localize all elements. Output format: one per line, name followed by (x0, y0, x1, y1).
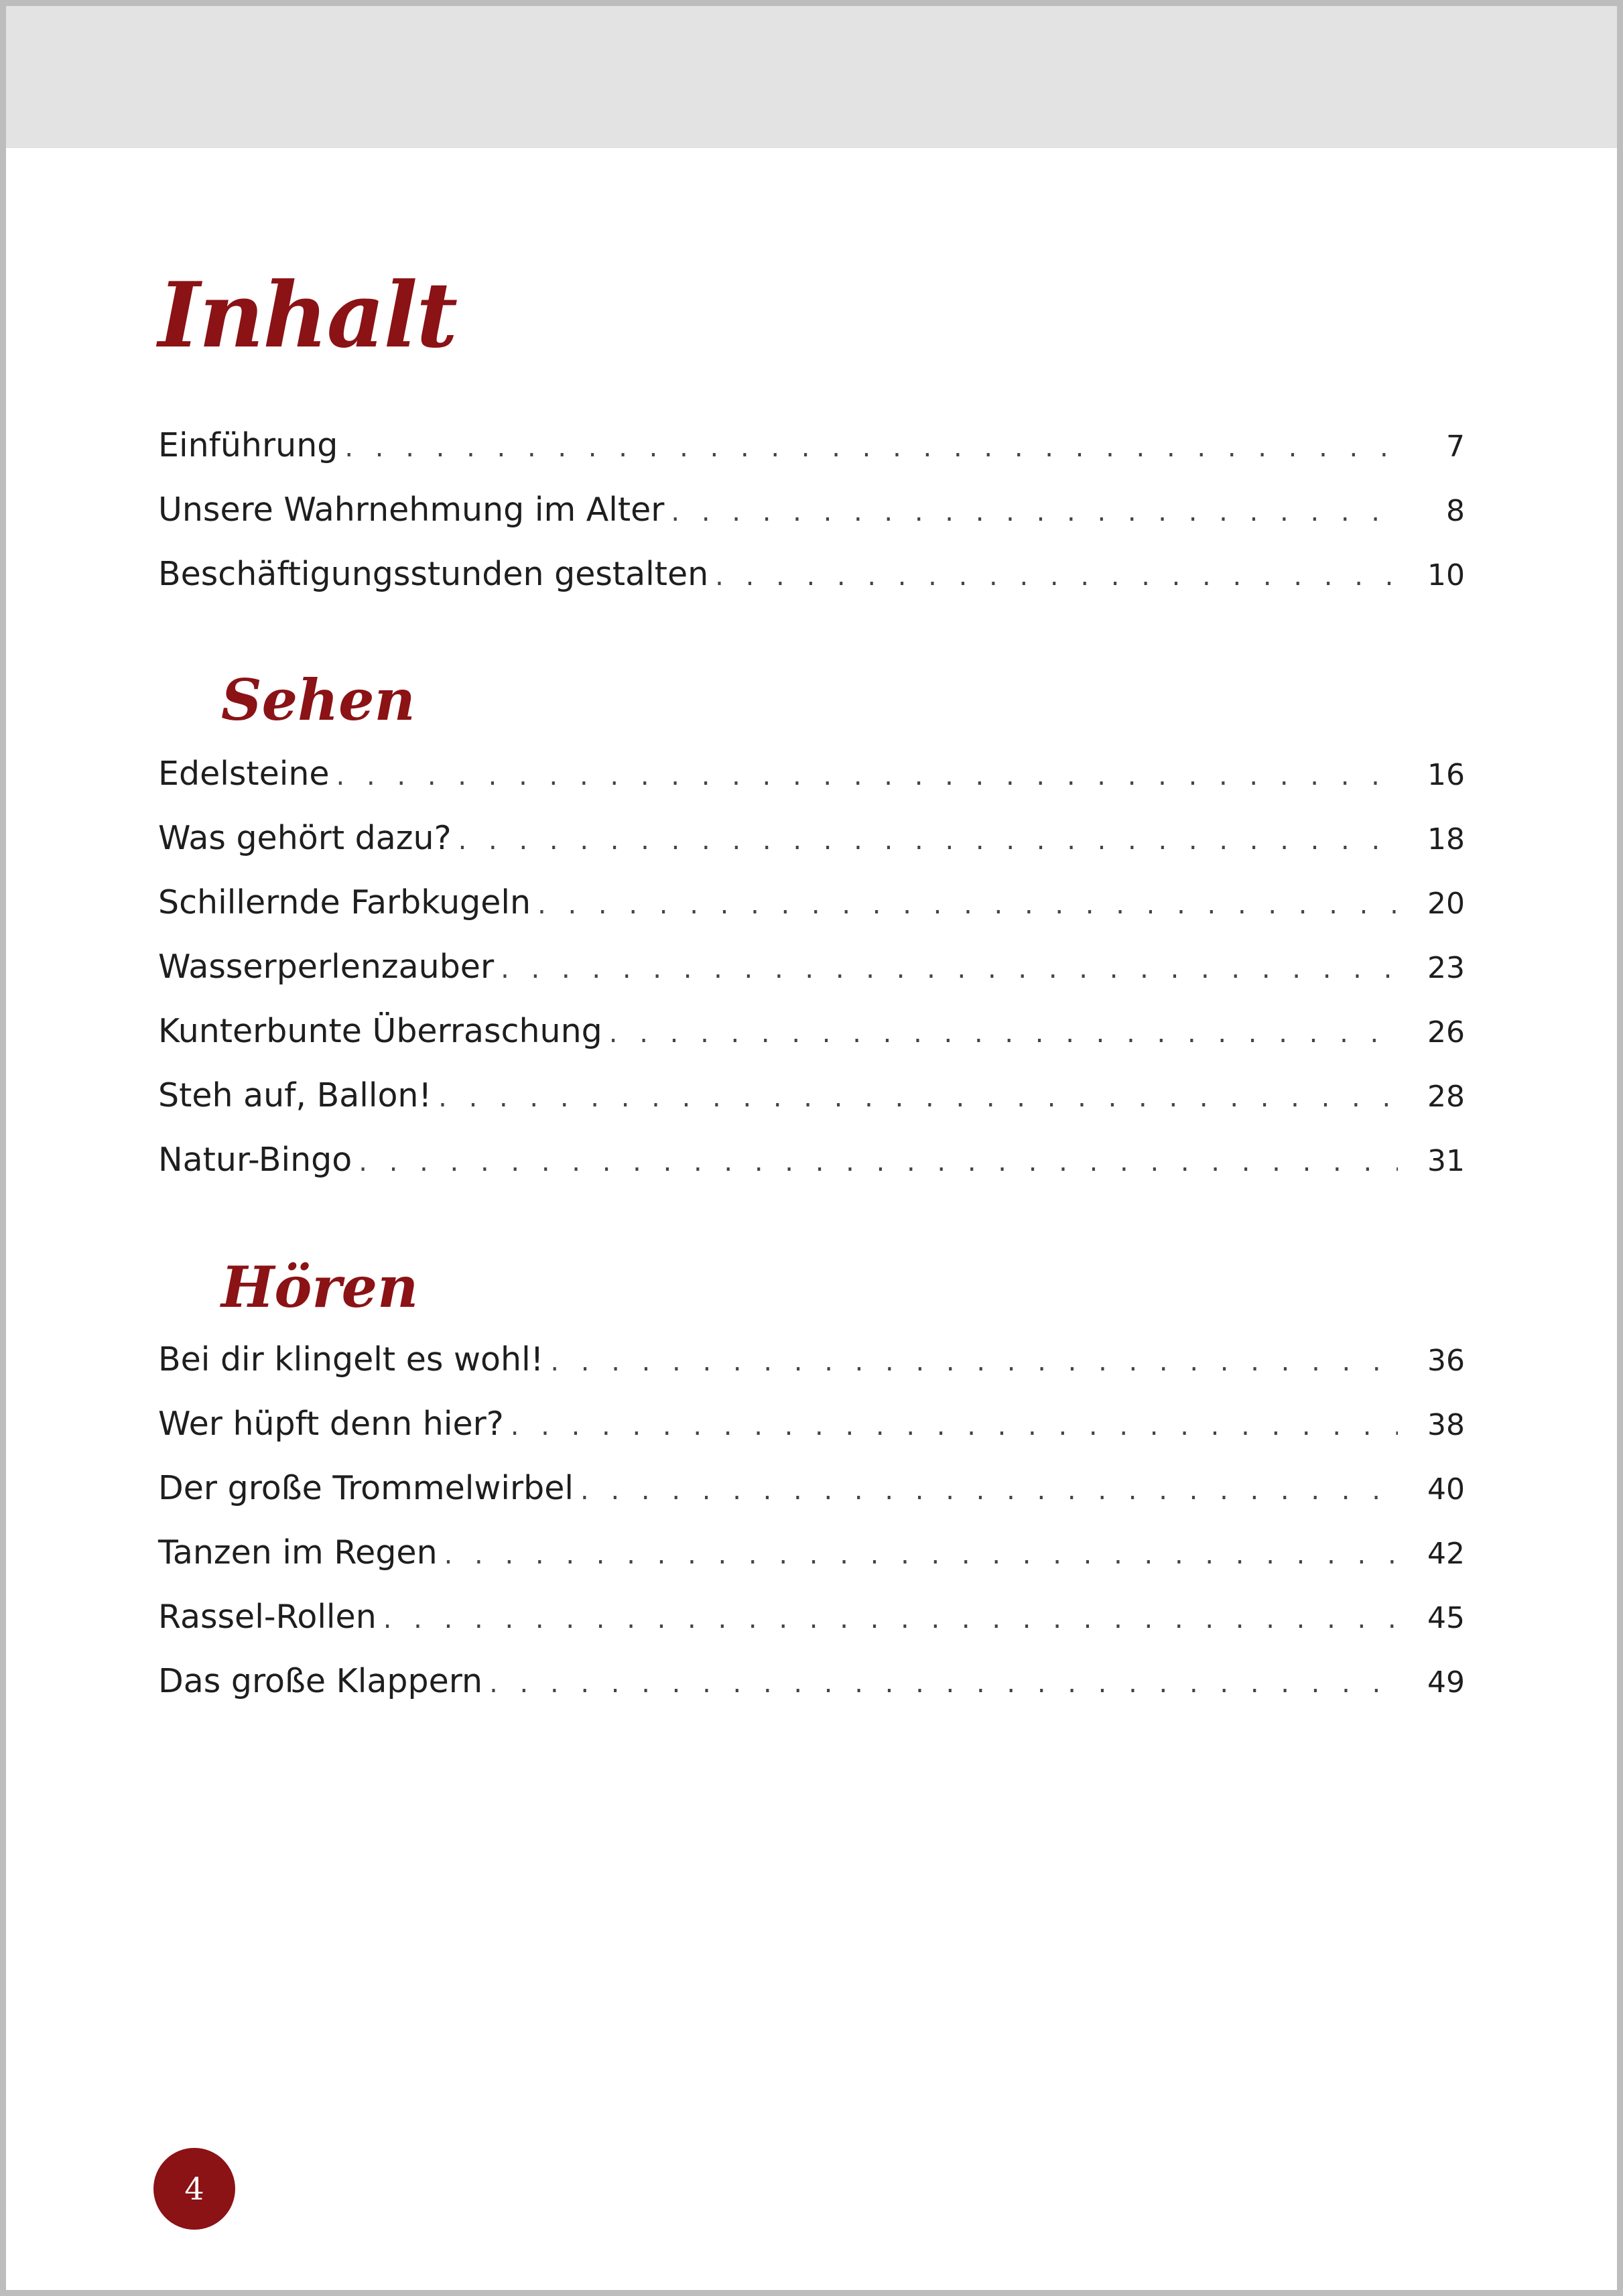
toc-entry[interactable] (158, 1598, 1465, 1662)
page-number-badge: 4 (153, 2148, 235, 2230)
toc-entry-page: 42 (1427, 1537, 1465, 1571)
toc-entry-label: Wer hüpft denn hier? (158, 1405, 504, 1443)
toc-entry[interactable] (158, 1076, 1465, 1141)
dot-leader (344, 432, 1398, 463)
toc-hoeren-list (158, 1340, 1465, 1726)
toc-sehen-list (158, 755, 1465, 1205)
toc-entry-page: 49 (1427, 1665, 1465, 1700)
toc-entry[interactable] (158, 1662, 1465, 1726)
toc-entry[interactable] (158, 555, 1465, 619)
toc-entry[interactable] (158, 948, 1465, 1012)
toc-entry-label: Kunterbunte Überraschung (158, 1012, 602, 1050)
toc-entry-page: 10 (1427, 558, 1465, 592)
toc-entry-label: Wasserperlenzauber (158, 948, 495, 986)
toc-entry-page: 18 (1427, 822, 1465, 856)
toc-entry-page: 16 (1427, 758, 1465, 792)
toc-entry[interactable] (158, 1141, 1465, 1205)
toc-entry-label: Unsere Wahrnehmung im Alter (158, 491, 665, 529)
toc-entry-page: 36 (1427, 1344, 1465, 1378)
toc-entry-label: Einführung (158, 426, 338, 464)
toc-entry[interactable] (158, 426, 1465, 491)
toc-entry[interactable] (158, 883, 1465, 948)
toc-entry[interactable] (158, 1533, 1465, 1598)
dot-leader (489, 1668, 1398, 1699)
toc-entry-page: 8 (1446, 494, 1465, 528)
toc-entry-page: 26 (1427, 1015, 1465, 1049)
toc-entry-page: 31 (1427, 1144, 1465, 1178)
toc-entry-label: Was gehört dazu? (158, 819, 452, 857)
dot-leader (609, 1018, 1398, 1049)
toc-entry-page: 7 (1446, 430, 1465, 464)
dot-leader (359, 1147, 1398, 1177)
toc-entry-page: 20 (1427, 887, 1465, 921)
toc-entry[interactable] (158, 1469, 1465, 1533)
toc-entry[interactable] (158, 1405, 1465, 1469)
header-band (6, 6, 1617, 148)
toc-entry-page: 38 (1427, 1408, 1465, 1442)
toc-entry-label: Schillernde Farbkugeln (158, 883, 531, 921)
toc-entry[interactable] (158, 755, 1465, 819)
dot-leader (671, 497, 1398, 527)
toc-entry[interactable] (158, 491, 1465, 555)
toc-entry-label: Rassel-Rollen (158, 1598, 377, 1636)
dot-leader (336, 761, 1398, 791)
toc-entry-label: Der große Trommelwirbel (158, 1469, 574, 1507)
dot-leader (438, 1082, 1398, 1113)
toc-entry-label: Steh auf, Ballon! (158, 1076, 432, 1114)
dot-leader (537, 889, 1398, 920)
toc-entry[interactable] (158, 1012, 1465, 1076)
dot-leader (383, 1604, 1398, 1635)
toc-entry[interactable] (158, 1340, 1465, 1405)
toc-entry-label: Tanzen im Regen (158, 1533, 438, 1572)
dot-leader (501, 954, 1398, 984)
toc-entry-label: Bei dir klingelt es wohl! (158, 1340, 544, 1379)
section-heading-sehen: Sehen (221, 667, 415, 733)
toc-entry-page: 45 (1427, 1601, 1465, 1635)
section-heading-hoeren: Hören (221, 1254, 419, 1320)
page-title: Inhalt (158, 262, 457, 368)
toc-entry-page: 28 (1427, 1080, 1465, 1114)
toc-entry[interactable] (158, 819, 1465, 883)
toc-entry-page: 40 (1427, 1472, 1465, 1507)
dot-leader (444, 1539, 1398, 1570)
dot-leader (458, 825, 1398, 856)
toc-entry-label: Beschäftigungsstunden gestalten (158, 555, 709, 593)
dot-leader (550, 1346, 1398, 1377)
dot-leader (511, 1411, 1398, 1442)
toc-intro-list (158, 426, 1465, 619)
dot-leader (580, 1475, 1398, 1506)
toc-entry-page: 23 (1427, 951, 1465, 985)
toc-entry-label: Natur-Bingo (158, 1141, 352, 1179)
toc-entry-label: Das große Klappern (158, 1662, 483, 1700)
dot-leader (715, 561, 1398, 592)
toc-entry-label: Edelsteine (158, 755, 330, 793)
